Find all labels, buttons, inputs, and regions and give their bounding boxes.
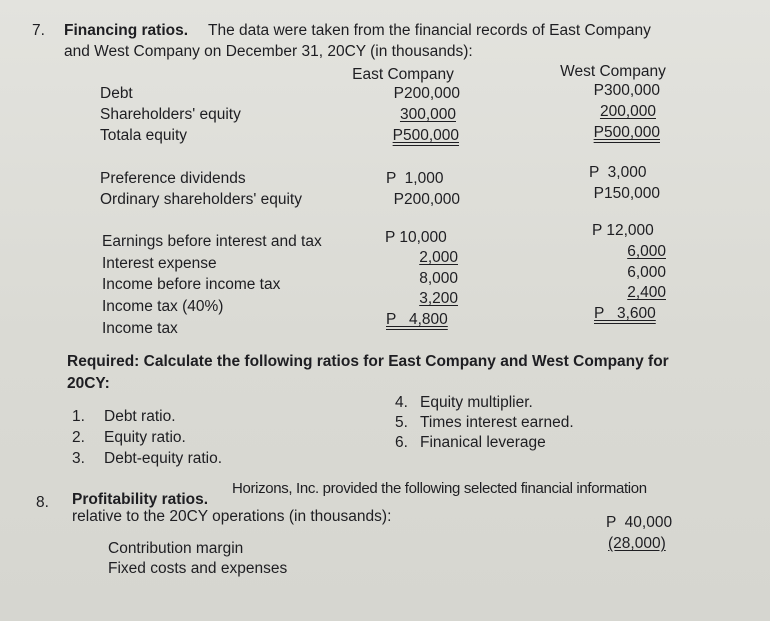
ratio-3-text: Debt-equity ratio. [104,450,223,467]
ratio-6-text: Finanical leverage [420,434,546,451]
label-ordinary-equity: Ordinary shareholders' equity [100,191,302,208]
west-debt: P300,000 [593,82,660,99]
west-income-before-tax: 6,000 [627,264,666,281]
ratio-6-number: 6. [395,434,408,451]
west-net-income: P 3,600 [594,305,656,322]
east-net-income: P 4,800 [386,311,448,328]
west-ordinary-equity: P150,000 [593,185,660,202]
ratio-1-number: 1. [72,408,85,425]
problem-8-intro-line1: Horizons, Inc. provided the following selected financial information [232,480,647,497]
label-preference-dividends: Preference dividends [100,170,246,187]
problem-7-intro-line1: The data were taken from the financial records of East Company [208,22,651,39]
east-income-tax: 3,200 [419,290,458,307]
problem-8-intro-line2: relative to the 20CY operations (in thousands): [72,508,392,525]
required-line1: Required: Calculate the following ratios for East Company and West Company for [67,353,669,370]
west-ebit: P 12,000 [592,222,654,239]
west-preference-dividends: P 3,000 [589,164,647,181]
problem-8-number: 8. [36,494,49,511]
required-line2: 20CY: [67,375,110,392]
problem-7-intro-line2: and West Company on December 31, 20CY (in thousands): [64,43,473,60]
east-total: P500,000 [392,127,459,144]
problem-7-number: 7. [32,22,45,39]
column-header-east: East Company [352,66,454,83]
east-interest: 2,000 [419,249,458,266]
problem-7-title: Financing ratios. [64,22,189,39]
ratio-5-text: Times interest earned. [420,414,574,431]
west-income-tax: 2,400 [627,284,666,301]
east-equity: 300,000 [399,106,456,123]
ratio-4-number: 4. [395,394,408,411]
label-total-equity: Totala equity [100,127,188,144]
ratio-2-text: Equity ratio. [104,429,186,446]
label-income-tax: Income tax (40%) [102,298,224,315]
label-ebit: Earnings before interest and tax [102,233,322,250]
label-net-income: Income tax [102,320,178,337]
value-contribution-margin: P 40,000 [606,514,673,531]
east-income-before-tax: 8,000 [419,270,458,287]
ratio-4-text: Equity multiplier. [420,394,533,411]
west-interest: 6,000 [627,243,666,260]
problem-8-title: Profitability ratios. [72,491,209,508]
label-debt: Debt [100,85,133,102]
ratio-3-number: 3. [72,450,85,467]
east-ordinary-equity: P200,000 [393,191,460,208]
label-shareholders-equity: Shareholders' equity [100,106,241,123]
ratio-5-number: 5. [395,414,408,431]
column-header-west: West Company [560,63,666,80]
east-ebit: P 10,000 [385,229,447,246]
west-total: P500,000 [593,124,660,141]
ratio-2-number: 2. [72,429,85,446]
label-fixed-costs: Fixed costs and expenses [108,560,288,577]
value-fixed-costs: (28,000) [608,535,666,552]
label-contribution-margin: Contribution margin [108,540,244,557]
ratio-1-text: Debt ratio. [104,408,176,425]
east-preference-dividends: P 1,000 [386,170,444,187]
west-equity: 200,000 [599,103,656,120]
east-debt: P200,000 [393,85,460,102]
label-income-before-tax: Income before income tax [102,276,281,293]
label-interest-expense: Interest expense [102,255,217,272]
